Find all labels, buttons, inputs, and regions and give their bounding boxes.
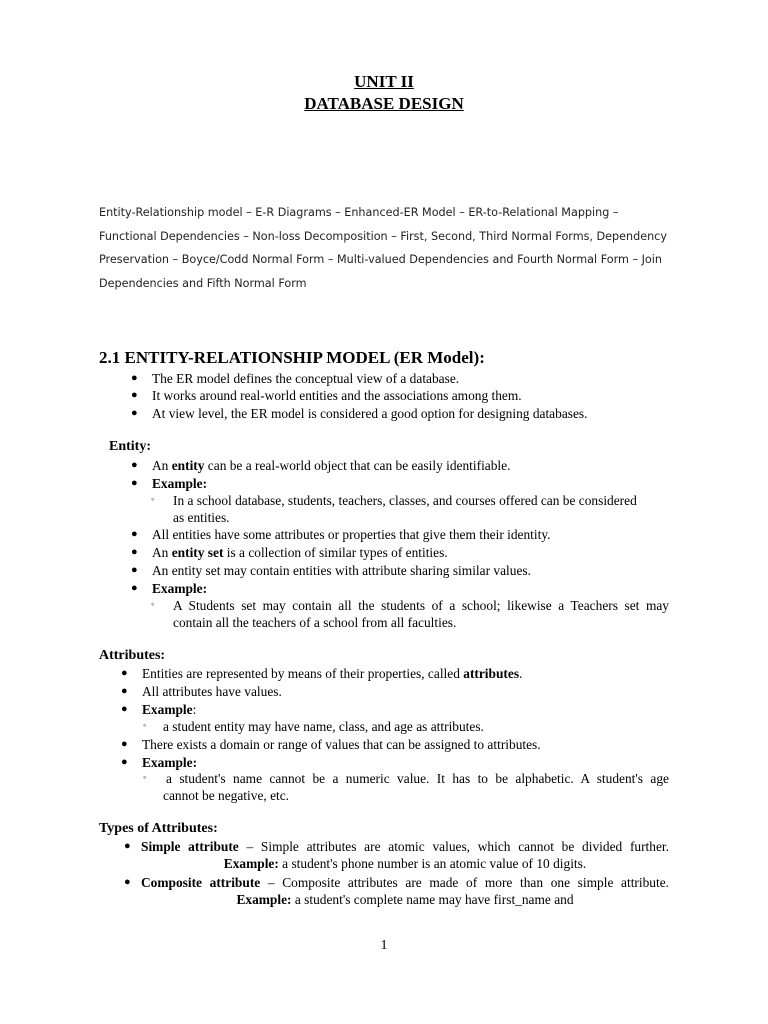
- list-item: Composite attribute – Composite attributes are made of more than one simple attribute.: [141, 875, 670, 890]
- list-item: Example:: [142, 702, 197, 717]
- bullet-icon: ●: [131, 407, 138, 419]
- sub-bullet-icon: ◦: [151, 494, 155, 504]
- sub-bullet-icon: ◦: [151, 599, 155, 609]
- list-item: Example:: [152, 581, 208, 596]
- sub-list-item: a student entity may have name, class, and age as attributes.: [163, 719, 484, 734]
- sub-list-item-cont: as entities.: [173, 510, 230, 525]
- list-item: Example:: [152, 476, 208, 491]
- bullet-icon: ●: [121, 685, 128, 697]
- sub-bullet-icon: ◦: [143, 720, 147, 730]
- list-item: Simple attribute – Simple attributes are atomic values, which cannot be divided further.: [141, 839, 669, 854]
- list-item-example: Example: a student's complete name may have first_name and: [236, 892, 574, 907]
- list-item: It works around real-world entities and the associations among them.: [152, 388, 522, 403]
- bullet-icon: ●: [121, 738, 128, 750]
- bullet-icon: ●: [124, 876, 131, 888]
- section-heading: 2.1 ENTITY-RELATIONSHIP MODEL (ER Model):: [99, 348, 485, 367]
- bullet-icon: ●: [131, 477, 138, 489]
- types-heading: Types of Attributes:: [99, 821, 218, 836]
- list-item: All attributes have values.: [142, 684, 282, 699]
- sub-list-item: A Students set may contain all the students of a school; likewise a Teachers set may: [173, 598, 669, 613]
- bullet-icon: ●: [124, 840, 131, 852]
- sub-list-item: a student's name cannot be a numeric value. It has to be alphabetic. A student's age: [166, 771, 669, 786]
- bullet-icon: ●: [121, 703, 128, 715]
- bullet-icon: ●: [131, 528, 138, 540]
- list-item: An entity can be a real-world object that can be easily identifiable.: [152, 458, 511, 473]
- list-item: The ER model defines the conceptual view of a database.: [152, 371, 460, 386]
- unit-title: UNIT II: [354, 72, 414, 91]
- sub-list-item: In a school database, students, teachers, classes, and courses offered can be considered: [173, 493, 637, 508]
- list-item-example: Example: a student's phone number is an atomic value of 10 digits.: [223, 856, 587, 871]
- bullet-icon: ●: [131, 564, 138, 576]
- list-item: An entity set is a collection of similar types of entities.: [152, 545, 448, 560]
- list-item: An entity set may contain entities with attribute sharing similar values.: [152, 563, 531, 578]
- list-item: There exists a domain or range of values that can be assigned to attributes.: [142, 737, 541, 752]
- sub-list-item-cont: contain all the teachers of a school from all faculties.: [173, 615, 457, 630]
- unit-subtitle: DATABASE DESIGN: [304, 94, 464, 113]
- bullet-icon: ●: [121, 756, 128, 768]
- entity-heading: Entity:: [109, 439, 151, 454]
- sub-list-item-cont: cannot be negative, etc.: [163, 788, 290, 803]
- list-item: At view level, the ER model is considered a good option for designing databases.: [152, 406, 588, 421]
- bullet-icon: ●: [131, 582, 138, 594]
- bullet-icon: ●: [121, 667, 128, 679]
- list-item: Entities are represented by means of their properties, called attributes.: [142, 666, 523, 681]
- list-item: Example:: [142, 755, 198, 770]
- sub-bullet-icon: ◦: [143, 772, 147, 782]
- bullet-icon: ●: [131, 389, 138, 401]
- bullet-icon: ●: [131, 372, 138, 384]
- page-number: 1: [380, 938, 388, 953]
- bullet-icon: ●: [131, 546, 138, 558]
- syllabus-topics: Entity-Relationship model – E-R Diagrams – Enhanced-ER Model – ER-to-Relational Mapping – Functional Dependencies – Non-loss Decomposition – First, Second, Third Normal Forms, Dependency Preservation – Boyce/Codd Normal Form – Multi-valued Dependencies and Fourth Normal Form – Join Dependencies and Fifth Normal Form: [99, 206, 667, 290]
- list-item: All entities have some attributes or properties that give them their identity.: [152, 527, 551, 542]
- attributes-heading: Attributes:: [99, 648, 166, 663]
- bullet-icon: ●: [131, 459, 138, 471]
